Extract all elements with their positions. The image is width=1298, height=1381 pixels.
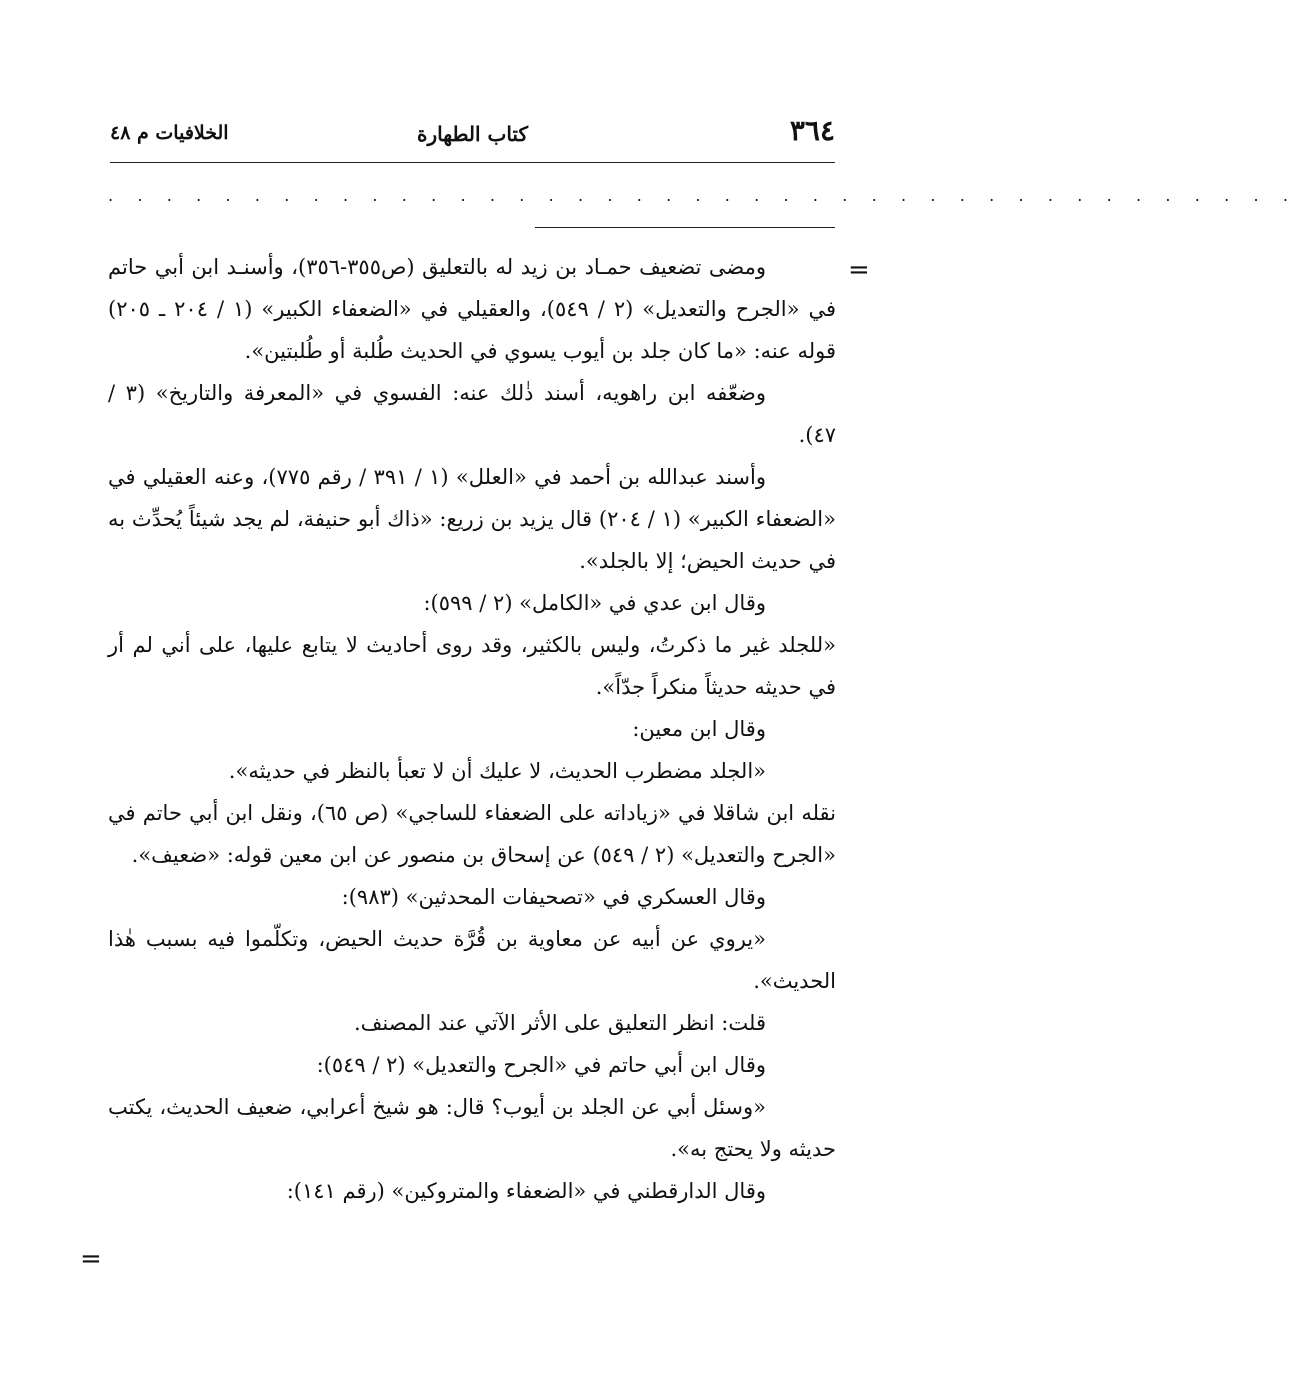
book-title: كتاب الطهارة [417,122,528,146]
header-rule [110,162,835,163]
quotation: «للجلد غير ما ذكرتُ، وليس بالكثير، وقد روى أحاديث لا يتابع عليها، على أني لم أر في حديثه حديثاً منكراً جدّاً». [108,633,836,699]
paragraph: قلت: انظر التعليق على الأثر الآتي عند المصنف. [353,1011,766,1035]
paragraph: نقله ابن شاقلا في «زياداته على الضعفاء للساجي» (ص ٦٥)، ونقل ابن أبي حاتم في «الجرح والتعديل» (٢ / ٥٤٩) عن إسحاق بن منصور عن ابن معين قوله: «ضعيف». [108,801,836,867]
footnote-text [108,246,836,1212]
paragraph: وضعّفه ابن راهويه، أسند ذٰلك عنه: الفسوي في «المعرفة والتاريخ» (٣ / ٤٧). [108,381,836,447]
quotation: «يروي عن أبيه عن معاوية بن قُرَّة حديث الحيض، وتكلّموا فيه بسبب هٰذا الحديث». [108,927,836,993]
paragraph: وقال العسكري في «تصحيفات المحدثين» (٩٨٣): [341,885,766,909]
paragraph: ومضى تضعيف حمـاد بن زيد له بالتعليق (ص٣٥٥-٣٥٦)، وأسنـد ابن أبي حاتم في «الجرح والتعديل» (٢ / ٥٤٩)، والعقيلي في «الضعفاء الكبير» (١ / ٢٠٤ ـ ٢٠٥) قوله عنه: «ما كان جلد بن أيوب يسوي في الحديث طُلبة أو طُلبتين». [108,255,836,363]
section-reference: الخلافيات م ٤٨ [110,122,229,144]
continuation-mark-top: = [848,255,870,285]
paragraph: وقال ابن عدي في «الكامل» (٢ / ٥٩٩): [423,591,766,615]
paragraph: وأسند عبدالله بن أحمد في «العلل» (١ / ٣٩١ / رقم ٧٧٥)، وعنه العقيلي في «الضعفاء الكبير» (١ / ٢٠٤) قال يزيد بن زريع: «ذاك أبو حنيفة، لم يجد شيئاً يُحدِّث به في حديث الحيض؛ إلا بالجلد». [108,465,836,573]
continuation-mark-bottom: = [80,1244,102,1274]
ellipsis-dots: . . . . . . . . . . . . . . . . . . . . . . . . . . . . . . . . . . . . . . . . . [108,186,1298,205]
quotation: «الجلد مضطرب الحديث، لا عليك أن لا تعبأ بالنظر في حديثه». [228,759,766,783]
footnote-separator [535,227,835,228]
page-number: ٣٦٤ [789,114,835,147]
paragraph: وقال الدارقطني في «الضعفاء والمتروكين» (رقم ١٤١): [286,1179,766,1203]
quotation: «وسئل أبي عن الجلد بن أيوب؟ قال: هو شيخ أعرابي، ضعيف الحديث، يكتب حديثه ولا يحتج به». [108,1095,836,1161]
paragraph: وقال ابن معين: [632,717,766,741]
paragraph: وقال ابن أبي حاتم في «الجرح والتعديل» (٢ / ٥٤٩): [316,1053,766,1077]
running-header [110,110,835,150]
